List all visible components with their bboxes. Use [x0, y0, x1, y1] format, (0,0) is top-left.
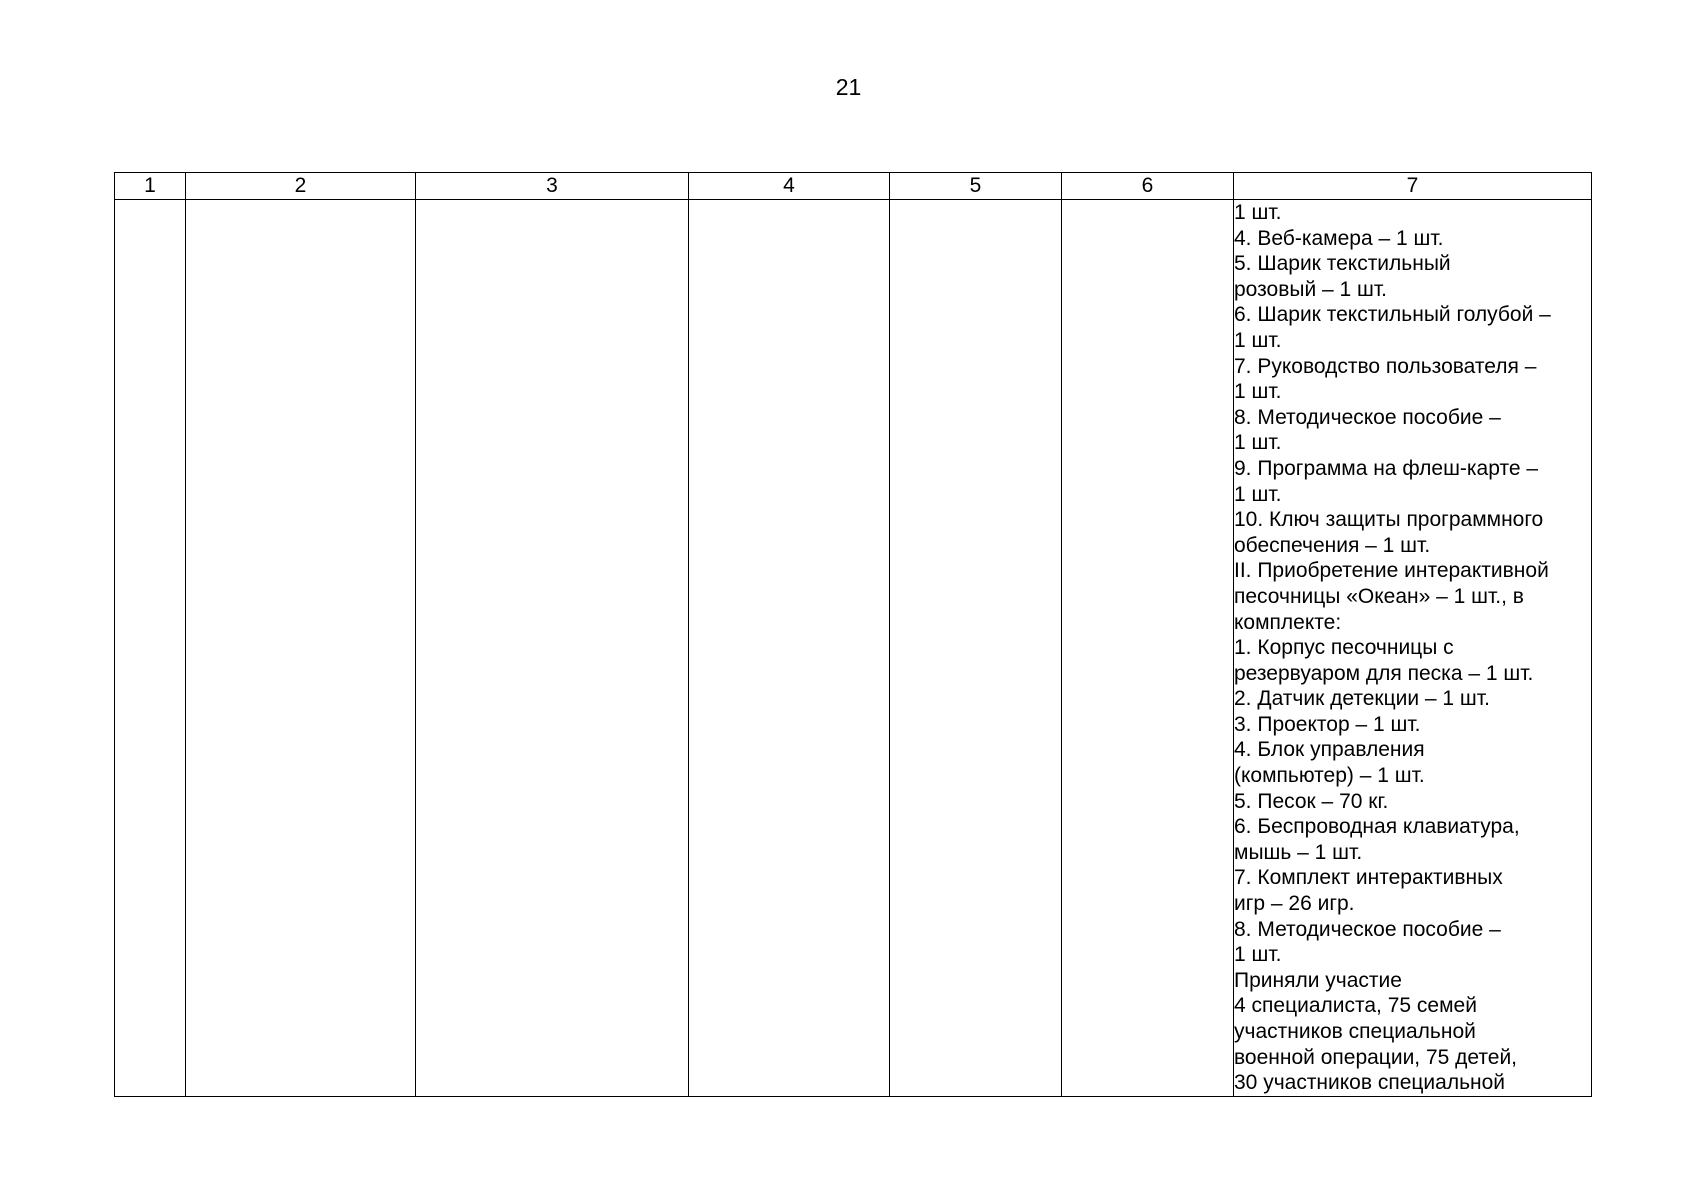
cell-line: песочницы «Океан» – 1 шт., в [1234, 584, 1524, 608]
cell-line: 4 специалиста, 75 семей [1234, 994, 1477, 1018]
column-header-2: 2 [186, 173, 416, 200]
cell-line: мышь – 1 шт. [1234, 840, 1363, 864]
cell-col-4 [689, 200, 890, 1097]
cell-col-6 [1062, 200, 1234, 1097]
cell-line: 1 шт. [1234, 431, 1282, 455]
cell-line: 6. Беспроводная клавиатура, [1234, 815, 1520, 839]
cell-line: 30 участников специальной [1234, 1071, 1506, 1095]
column-header-4: 4 [689, 173, 890, 200]
cell-line: 3. Проектор – 1 шт. [1234, 712, 1421, 736]
cell-line: 6. Шарик текстильный голубой – [1234, 303, 1551, 327]
cell-line: (компьютер) – 1 шт. [1234, 764, 1425, 788]
cell-line: 4. Веб-камера – 1 шт. [1234, 226, 1444, 250]
cell-line: розовый – 1 шт. [1234, 277, 1388, 301]
cell-line: II. Приобретение интерактивной [1234, 559, 1549, 583]
cell-col-7 [1234, 200, 1592, 1097]
column-header-3: 3 [416, 173, 689, 200]
cell-line: 2. Датчик детекции – 1 шт. [1234, 687, 1490, 711]
cell-col-1 [115, 200, 186, 1097]
cell-line: 9. Программа на флеш-карте – [1234, 456, 1539, 480]
cell-line: 10. Ключ защиты программного [1234, 508, 1544, 532]
cell-col-3 [416, 200, 689, 1097]
cell-line: 1. Корпус песочницы с [1234, 636, 1454, 660]
cell-line: участников специальной [1234, 1020, 1476, 1043]
cell-line: Приняли участие [1234, 968, 1402, 992]
cell-line: 5. Шарик текстильный [1234, 252, 1451, 276]
main-table [114, 172, 1592, 1097]
column-header-6: 6 [1062, 173, 1234, 200]
cell-line: 8. Методическое пособие – [1234, 405, 1501, 429]
column-header-1: 1 [115, 173, 186, 200]
cell-line: 7. Комплект интерактивных [1234, 866, 1503, 890]
column-header-7: 7 [1234, 173, 1592, 200]
cell-line: 1 шт. [1234, 328, 1282, 352]
table-row [115, 200, 1592, 1097]
cell-line: игр – 26 игр. [1234, 892, 1355, 916]
cell-col-2 [186, 200, 416, 1097]
cell-line: 1 шт. [1234, 943, 1282, 967]
cell-line: военной операции, 75 детей, [1234, 1045, 1518, 1069]
cell-line: 1 шт. [1234, 380, 1282, 404]
cell-line: резервуаром для песка – 1 шт. [1234, 661, 1534, 685]
cell-line: 8. Методическое пособие – [1234, 917, 1501, 941]
cell-line: 5. Песок – 70 кг. [1234, 789, 1389, 813]
cell-line: 1 шт. [1234, 482, 1282, 506]
cell-line: 4. Блок управления [1234, 738, 1425, 762]
cell-line: 1 шт. [1234, 201, 1282, 224]
column-header-5: 5 [890, 173, 1062, 200]
cell-line: 7. Руководство пользователя – [1234, 354, 1537, 378]
page-number: 21 [835, 74, 862, 100]
cell-line: комплекте: [1234, 610, 1342, 634]
cell-line: обеспечения – 1 шт. [1234, 533, 1431, 557]
cell-col-5 [890, 200, 1062, 1097]
header-row [115, 173, 1592, 200]
